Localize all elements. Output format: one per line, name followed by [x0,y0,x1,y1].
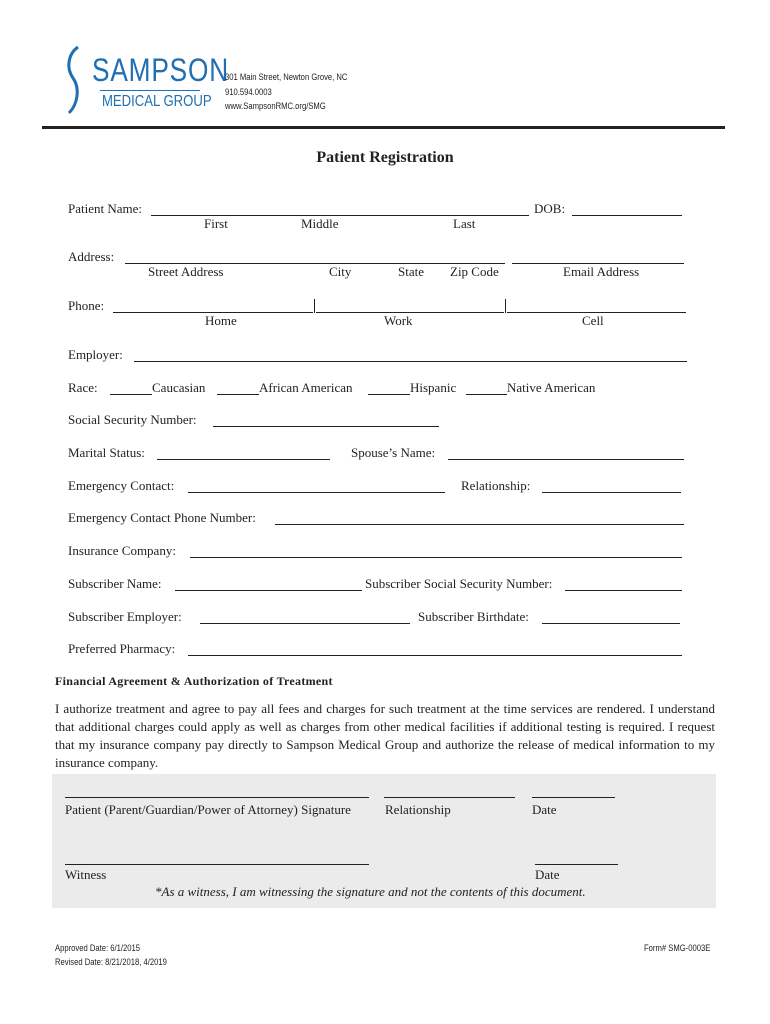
phone-separator [314,299,315,313]
witness-caption: Witness [65,867,107,882]
logo-subtitle: MEDICAL GROUP [102,93,212,110]
patient-signature-line[interactable] [65,797,369,798]
name-first-caption: First [204,216,228,231]
race-native-label: Native American [507,380,596,395]
subscriber-employer-line[interactable] [200,623,410,624]
witness-signature-line[interactable] [65,864,369,865]
witness-note: *As a witness, I am witnessing the signature and not the contents of this document. [155,884,586,899]
clinic-website: www.SampsonRMC.org/SMG [225,101,326,111]
subscriber-name-line[interactable] [175,590,362,591]
race-hispanic-line[interactable] [368,394,410,395]
header-divider [42,126,725,129]
spouse-name-label: Spouse’s Name: [351,445,436,460]
clinic-address: 301 Main Street, Newton Grove, NC [225,72,348,82]
relationship-signature-line[interactable] [384,797,515,798]
dob-label: DOB: [534,201,566,216]
emergency-contact-line[interactable] [188,492,445,493]
patient-signature-caption: Patient (Parent/Guardian/Power of Attorney) Signature [65,802,351,817]
spouse-name-line[interactable] [448,459,684,460]
relationship-label: Relationship: [461,478,531,493]
home-caption: Home [205,313,237,328]
phone-label: Phone: [68,298,105,313]
page-title: Patient Registration [316,149,454,166]
marital-status-label: Marital Status: [68,445,145,460]
approved-date: Approved Date: 6/1/2015 [55,943,141,953]
agreement-text: I authorize treatment and agree to pay all fees and charges for such treatment at the time services are rendered. I understand that additional charges could apply as well as charges from other medical facilities if additional testing is required. I request that my insurance company pay directly to Sampson Medical Group and authorize the release of medical information to my insurance company. [55,701,715,770]
relationship-caption: Relationship [385,802,451,817]
employer-label: Employer: [68,347,123,362]
race-label: Race: [68,380,98,395]
subscriber-ssn-label: Subscriber Social Security Number: [365,576,553,591]
race-caucasian-label: Caucasian [152,380,206,395]
name-middle-caption: Middle [301,216,339,231]
subscriber-employer-label: Subscriber Employer: [68,609,182,624]
relationship-line[interactable] [542,492,681,493]
witness-date-caption: Date [535,867,560,882]
logo-s-mark [64,44,84,116]
state-caption: State [398,264,424,279]
witness-date-line[interactable] [535,864,618,865]
work-caption: Work [384,313,413,328]
agreement-title: Financial Agreement & Authorization of Treatment [55,674,333,688]
ssn-label: Social Security Number: [68,412,197,427]
preferred-pharmacy-label: Preferred Pharmacy: [68,641,176,656]
zip-caption: Zip Code [450,264,499,279]
race-caucasian-line[interactable] [110,394,152,395]
logo-divider [100,90,200,91]
patient-name-label: Patient Name: [68,201,143,216]
phone-separator [505,299,506,313]
emergency-phone-label: Emergency Contact Phone Number: [68,510,256,525]
preferred-pharmacy-line[interactable] [188,655,682,656]
revised-date: Revised Date: 8/21/2018, 4/2019 [55,957,167,967]
race-native-line[interactable] [466,394,507,395]
insurance-company-line[interactable] [190,557,682,558]
emergency-contact-label: Emergency Contact: [68,478,175,493]
ssn-line[interactable] [213,426,439,427]
subscriber-ssn-line[interactable] [565,590,682,591]
race-hispanic-label: Hispanic [410,380,457,395]
clinic-phone: 910.594.0003 [225,87,272,97]
subscriber-birthdate-label: Subscriber Birthdate: [418,609,529,624]
cell-caption: Cell [582,313,604,328]
name-last-caption: Last [453,216,476,231]
subscriber-name-label: Subscriber Name: [68,576,162,591]
employer-line[interactable] [134,361,687,362]
email-caption: Email Address [563,264,640,279]
race-african-label: African American [259,380,353,395]
race-african-line[interactable] [217,394,259,395]
dob-line[interactable] [572,215,682,216]
logo-name: SAMPSON [92,52,229,88]
subscriber-birthdate-line[interactable] [542,623,680,624]
address-label: Address: [68,249,115,264]
marital-status-line[interactable] [157,459,330,460]
date-caption: Date [532,802,557,817]
emergency-phone-line[interactable] [275,524,684,525]
insurance-company-label: Insurance Company: [68,543,176,558]
city-caption: City [329,264,352,279]
date-signature-line[interactable] [532,797,615,798]
street-caption: Street Address [148,264,224,279]
form-number: Form# SMG-0003E [644,943,711,953]
